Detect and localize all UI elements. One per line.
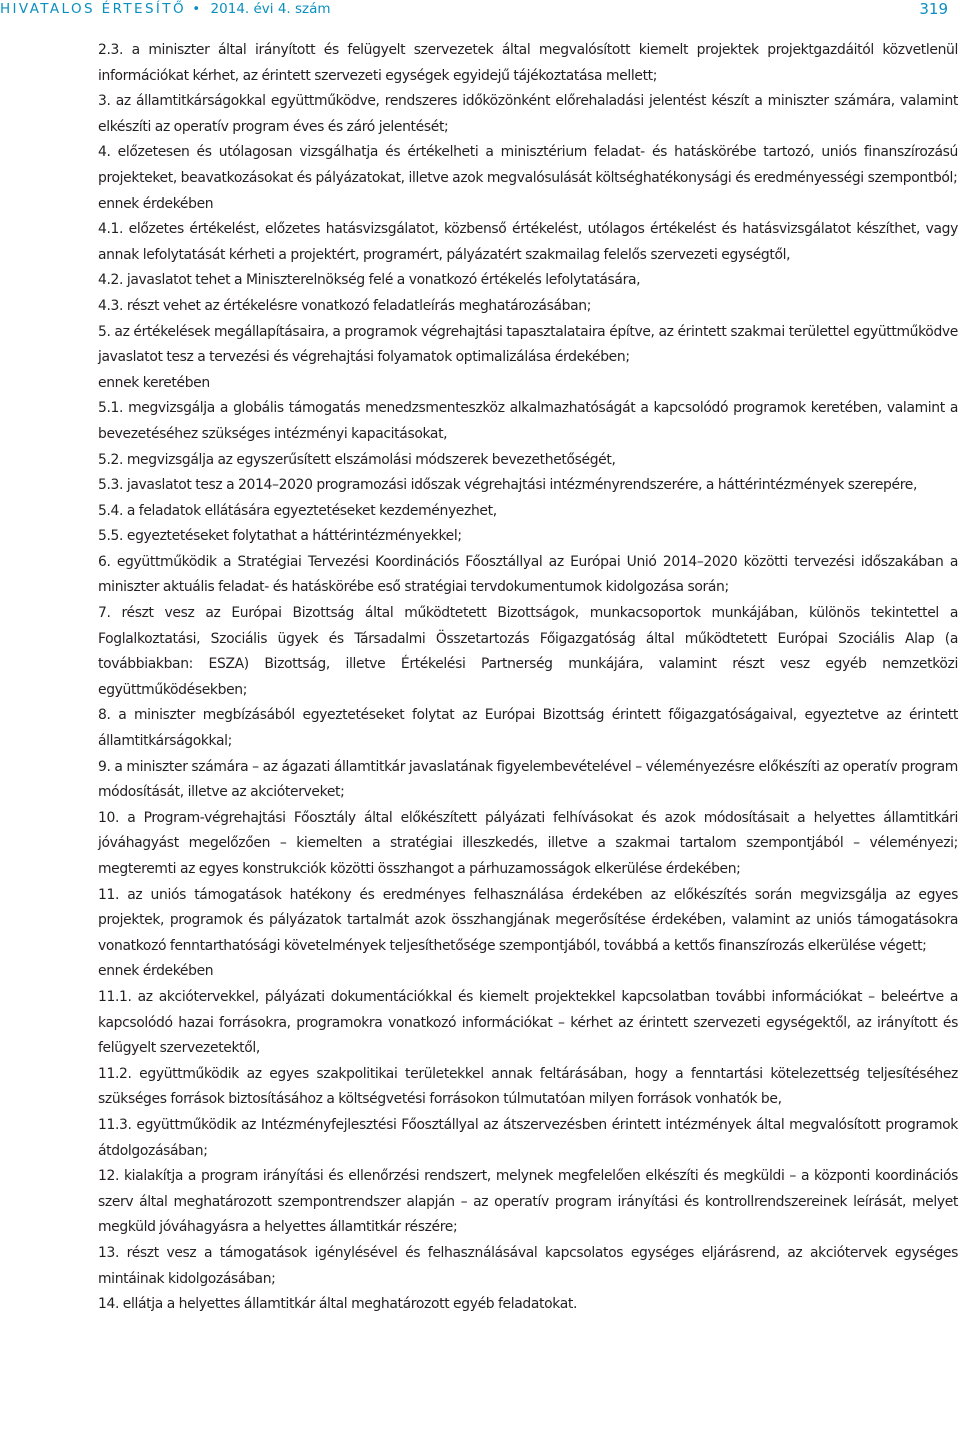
- document-body: [98, 38, 958, 1318]
- paragraph: 5. az értékelések megállapításaira, a programok végrehajtási tapasztalataira építve, az érintett szakmai területtel együttműködve javaslatot tesz a tervezési és végrehajtási folyamatok optimalizálása érdekében;: [98, 323, 958, 366]
- paragraph: 4. előzetesen és utólagosan vizsgálhatja és értékelheti a minisztérium feladat- és hatáskörébe tartozó, uniós finanszírozású projekteket, beavatkozásokat és pályázatokat, illetve azok megvalósulását költséghatékonysági és eredményességi szempontból;: [98, 144, 958, 186]
- paragraph: 11. az uniós támogatások hatékony és eredményes felhasználása érdekében az előkészítés során megvizsgálja az egyes projektek, programok és pályázatok tartalmát azok összhangjának megerősítése érdekében, valamint az uniós támogatásokra vonatkozó fenntarthatósági követelmények teljesíthetősége szempontjából, továbbá a kettős finanszírozás elkerülése végett;: [98, 886, 958, 954]
- paragraph: 7. részt vesz az Európai Bizottság által működtetett Bizottságok, munkacsoportok munkájában, különös tekintettel a Foglalkoztatási, Szociális ügyek és Társadalmi Összetartozás Főigazgatóság által működtetett Európai Szociális Alap (a továbbiakban: ESZA) Bizottság, illetve Értékelési Partnerség munkájára, valamint részt vesz egyéb nemzetközi együttműködésekben;: [98, 605, 958, 698]
- paragraph: ennek érdekében: [98, 195, 214, 212]
- paragraph: ennek érdekében: [98, 963, 214, 980]
- paragraph: 11.3. együttműködik az Intézményfejlesztési Főosztállyal az átszervezésben érintett intézmények által megvalósított programok átdolgozásában;: [98, 1116, 958, 1159]
- page-number: 319: [919, 0, 948, 18]
- issue-label: 2014. évi 4. szám: [210, 1, 331, 17]
- paragraph: 11.2. együttműködik az egyes szakpolitikai területekkel annak feltárásában, hogy a fenntartási kötelezettség teljesítéséhez szükséges források biztosításához a költségvetési forrásokon túlmutatóan milyen források vonhatók be,: [98, 1065, 958, 1108]
- paragraph: 3. az államtitkárságokkal együttműködve, rendszeres időközönként előrehaladási jelentést készít a miniszter számára, valamint elkészíti az operatív program éves és záró jelentését;: [98, 93, 958, 135]
- paragraph: 4.1. előzetes értékelést, előzetes hatásvizsgálatot, közbenső értékelést, utólagos értékelést és hatásvizsgálatot készíthet, vagy annak lefolytatását kérheti a projektért, programért, pályázatért szakmailag felelős szervezeti egységtől,: [98, 221, 958, 263]
- publication-title: HIVATALOS ÉRTESÍTŐ: [0, 1, 186, 17]
- paragraph: 4.3. részt vehet az értékelésre vonatkozó feladatleírás meghatározásában;: [98, 297, 592, 314]
- header-separator: •: [192, 1, 201, 17]
- paragraph: 5.1. megvizsgálja a globális támogatás menedzsmenteszköz alkalmazhatóságát a kapcsolódó programok keretében, valamint a bevezetéséhez szükséges intézményi kapacitásokat,: [98, 400, 958, 442]
- paragraph: 6. együttműködik a Stratégiai Tervezési Koordinációs Főosztállyal az Európai Unió 2014–2020 közötti tervezési időszakában a miniszter aktuális feladat- és hatáskörébe eső stratégiai tervdokumentumok kidolgozása során;: [98, 553, 958, 596]
- paragraph: 4.2. javaslatot tehet a Miniszterelnökség felé a vonatkozó értékelés lefolytatására,: [98, 272, 641, 289]
- paragraph: 12. kialakítja a program irányítási és ellenőrzési rendszert, melynek megfelelően elkészíti és megküldi – a központi koordinációs szerv által meghatározott szempontrendszer alapján – az operatív program irányítási és kontrollrendszereinek leírását, melyet megküld jóváhagyásra a helyettes államtitkár részére;: [98, 1168, 958, 1236]
- paragraph: 8. a miniszter megbízásából egyeztetéseket folytat az Európai Bizottság érintett főigazgatóságaival, egyeztetve az érintett államtitkárságokkal;: [98, 707, 958, 750]
- paragraph: 9. a miniszter számára – az ágazati államtitkár javaslatának figyelembevételével – véleményezésre előkészíti az operatív program módosítását, illetve az akcióterveket;: [98, 758, 958, 801]
- paragraph: 5.5. egyeztetéseket folytathat a háttérintézményekkel;: [98, 528, 462, 545]
- paragraph: 5.3. javaslatot tesz a 2014–2020 programozási időszak végrehajtási intézményrendszerére, a háttérintézmények szerepére,: [98, 477, 918, 494]
- paragraph: 5.2. megvizsgálja az egyszerűsített elszámolási módszerek bevezethetőségét,: [98, 451, 616, 468]
- paragraph: 10. a Program-végrehajtási Főosztály által előkészített pályázati felhívásokat és azok módosításait a helyettes államtitkári jóváhagyást megelőzően – kiemelten a stratégiai illeszkedés, illetve a szakmai tartalom szempontjából – véleményezi; megteremti az egyes konstrukciók közötti összhangot a párhuzamosságok elkerülése érdekében;: [98, 809, 958, 877]
- paragraph: 14. ellátja a helyettes államtitkár által meghatározott egyéb feladatokat.: [98, 1296, 578, 1313]
- paragraph: 13. részt vesz a támogatások igénylésével és felhasználásával kapcsolatos egységes eljárásrend, az akciótervek egységes mintáinak kidolgozásában;: [98, 1244, 958, 1287]
- running-header: [0, 0, 331, 18]
- paragraph: 2.3. a miniszter által irányított és felügyelt szervezetek által megvalósított kiemelt projektek projektgazdáitól közvetlenül információkat kérhet, az érintett szervezeti egységek egyidejű tájékoztatása mellett;: [98, 42, 958, 84]
- paragraph: 11.1. az akciótervekkel, pályázati dokumentációkkal és kiemelt projektekkel kapcsolatban további információkat – beleértve a kapcsolódó hazai forrásokra, programokra vonatkozó információkat – kérhet az érintett szervezeti egységektől, az irányított és felügyelt szervezetektől,: [98, 988, 958, 1057]
- paragraph: 5.4. a feladatok ellátására egyeztetéseket kezdeményezhet,: [98, 502, 497, 519]
- page-header: [0, 0, 960, 30]
- paragraph: ennek keretében: [98, 374, 210, 391]
